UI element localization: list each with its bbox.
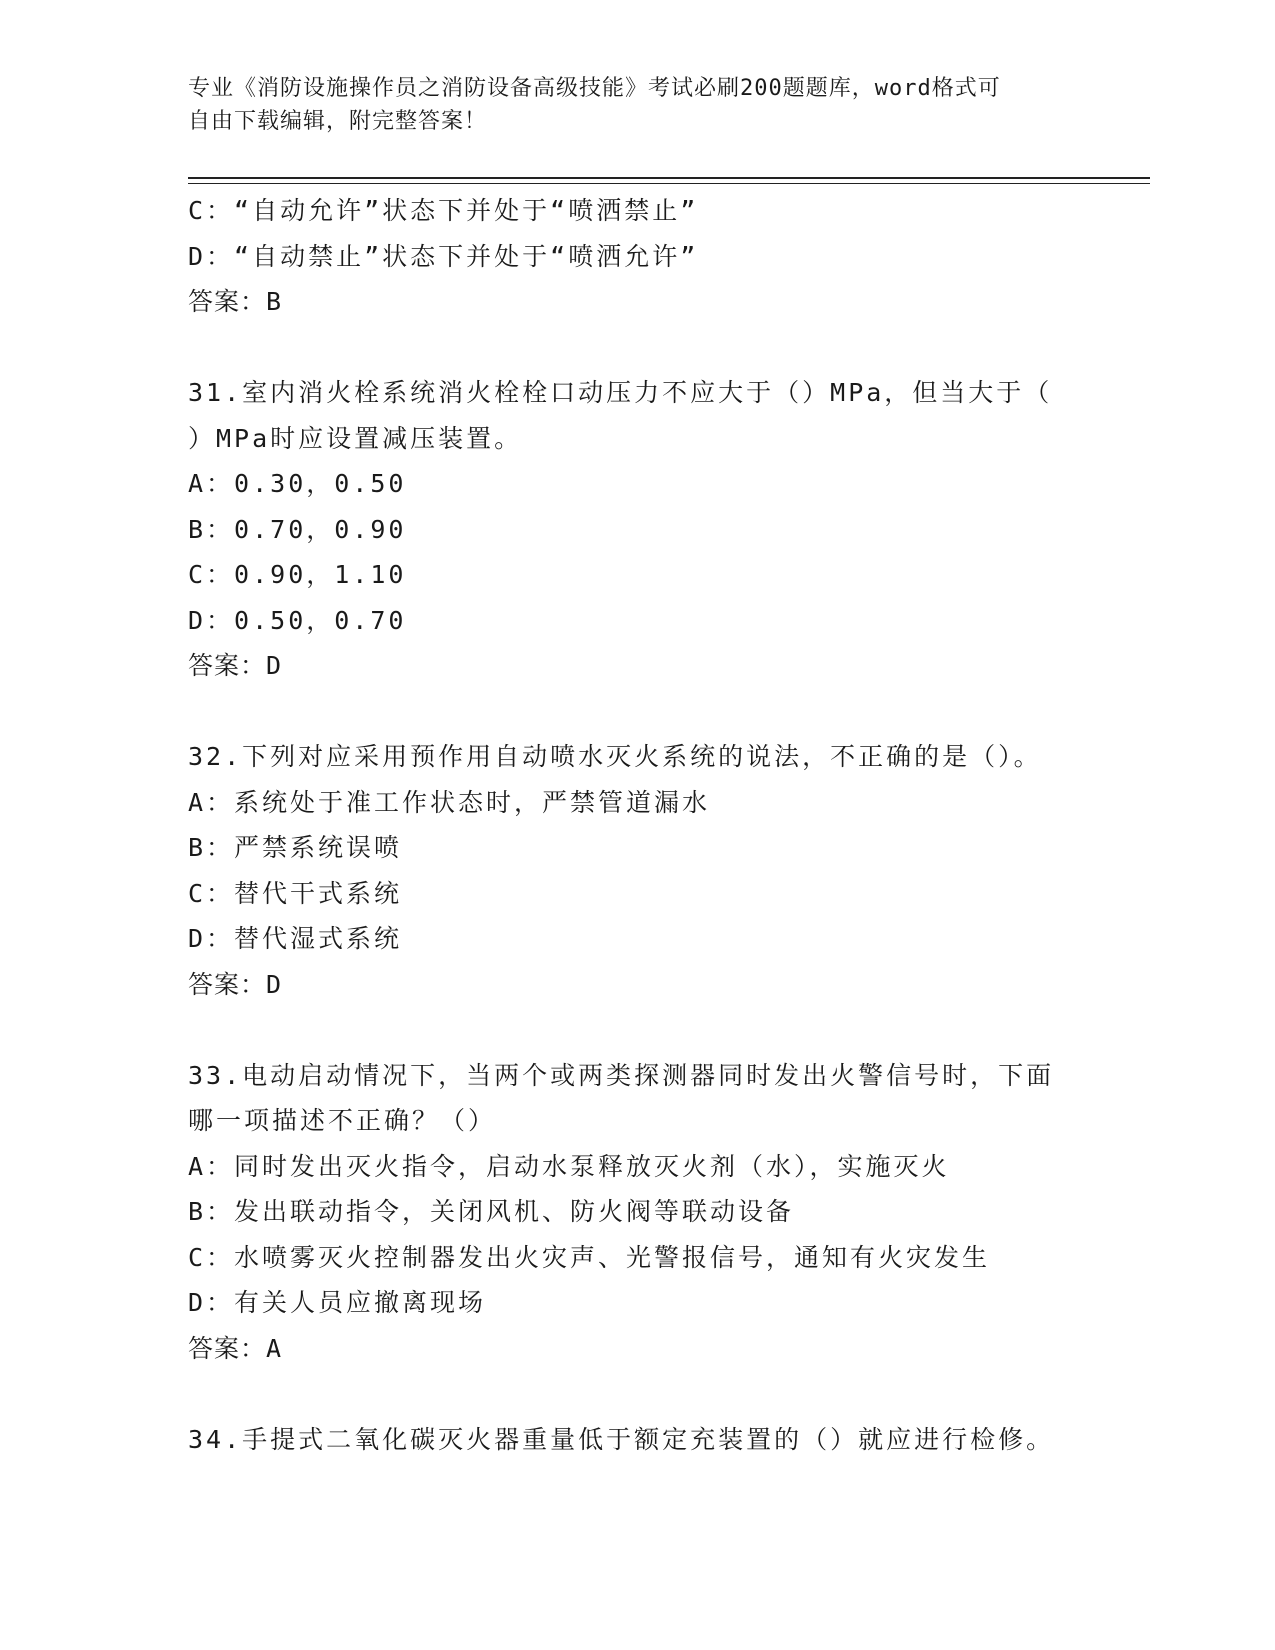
- option-d: D：替代湿式系统: [188, 924, 403, 953]
- header-divider-thick: [188, 177, 1150, 179]
- question-text-line-1: 33.电动启动情况下，当两个或两类探测器同时发出火警信号时，下面: [188, 1060, 1055, 1090]
- option-c: C：替代干式系统: [188, 878, 403, 908]
- answer-line: 答案：B: [188, 287, 283, 316]
- spacer: [188, 1371, 1088, 1417]
- header-line-2: 自由下载编辑，附完整答案！: [188, 109, 488, 134]
- option-a: A：0.30，0.50: [188, 469, 407, 498]
- spacer: [188, 325, 1088, 371]
- question-block-34: [188, 1417, 1088, 1463]
- option-d: D：0.50，0.70: [188, 605, 407, 635]
- answer-line: 答案：D: [188, 969, 283, 999]
- question-block-32: [188, 734, 1088, 1007]
- question-block-33: [188, 1053, 1088, 1372]
- option-a: A：系统处于准工作状态时，严禁管道漏水: [188, 787, 711, 817]
- option-d: D：“自动禁止”状态下并处于“喷洒允许”: [188, 241, 699, 271]
- header-line-1: 专业《消防设施操作员之消防设备高级技能》考试必刷200题题库，word格式可: [188, 76, 1001, 101]
- document-header: [188, 72, 1088, 138]
- question-text-line-1: 34.手提式二氧化碳灭火器重量低于额定充装置的（）就应进行检修。: [188, 1424, 1055, 1454]
- question-block-30: [188, 188, 1088, 325]
- question-block-31: [188, 370, 1088, 689]
- spacer: [188, 1007, 1088, 1053]
- header-divider-thin: [188, 183, 1150, 184]
- option-b: B：0.70，0.90: [188, 514, 407, 544]
- option-b: B：发出联动指令，关闭风机、防火阀等联动设备: [188, 1197, 795, 1226]
- question-text-line-1: 31.室内消火栓系统消火栓栓口动压力不应大于（）MPa，但当大于（: [188, 378, 1053, 407]
- answer-line: 答案：D: [188, 651, 283, 680]
- answer-line: 答案：A: [188, 1333, 283, 1363]
- option-c: C：0.90，1.10: [188, 560, 407, 589]
- question-text-line-2: ）MPa时应设置减压装置。: [188, 423, 523, 453]
- question-text-line-1: 32.下列对应采用预作用自动喷水灭火系统的说法，不正确的是（）。: [188, 742, 1042, 771]
- question-text-line-2: 哪一项描述不正确？（）: [188, 1106, 497, 1135]
- option-c: C：“自动允许”状态下并处于“喷洒禁止”: [188, 196, 699, 225]
- option-c: C：水喷雾灭火控制器发出火灾声、光警报信号，通知有火灾发生: [188, 1242, 991, 1272]
- question-list: [188, 188, 1088, 1462]
- option-a: A：同时发出灭火指令，启动水泵释放灭火剂（水），实施灭火: [188, 1151, 950, 1181]
- option-b: B：严禁系统误喷: [188, 833, 403, 862]
- spacer: [188, 689, 1088, 735]
- option-d: D：有关人员应撤离现场: [188, 1288, 487, 1317]
